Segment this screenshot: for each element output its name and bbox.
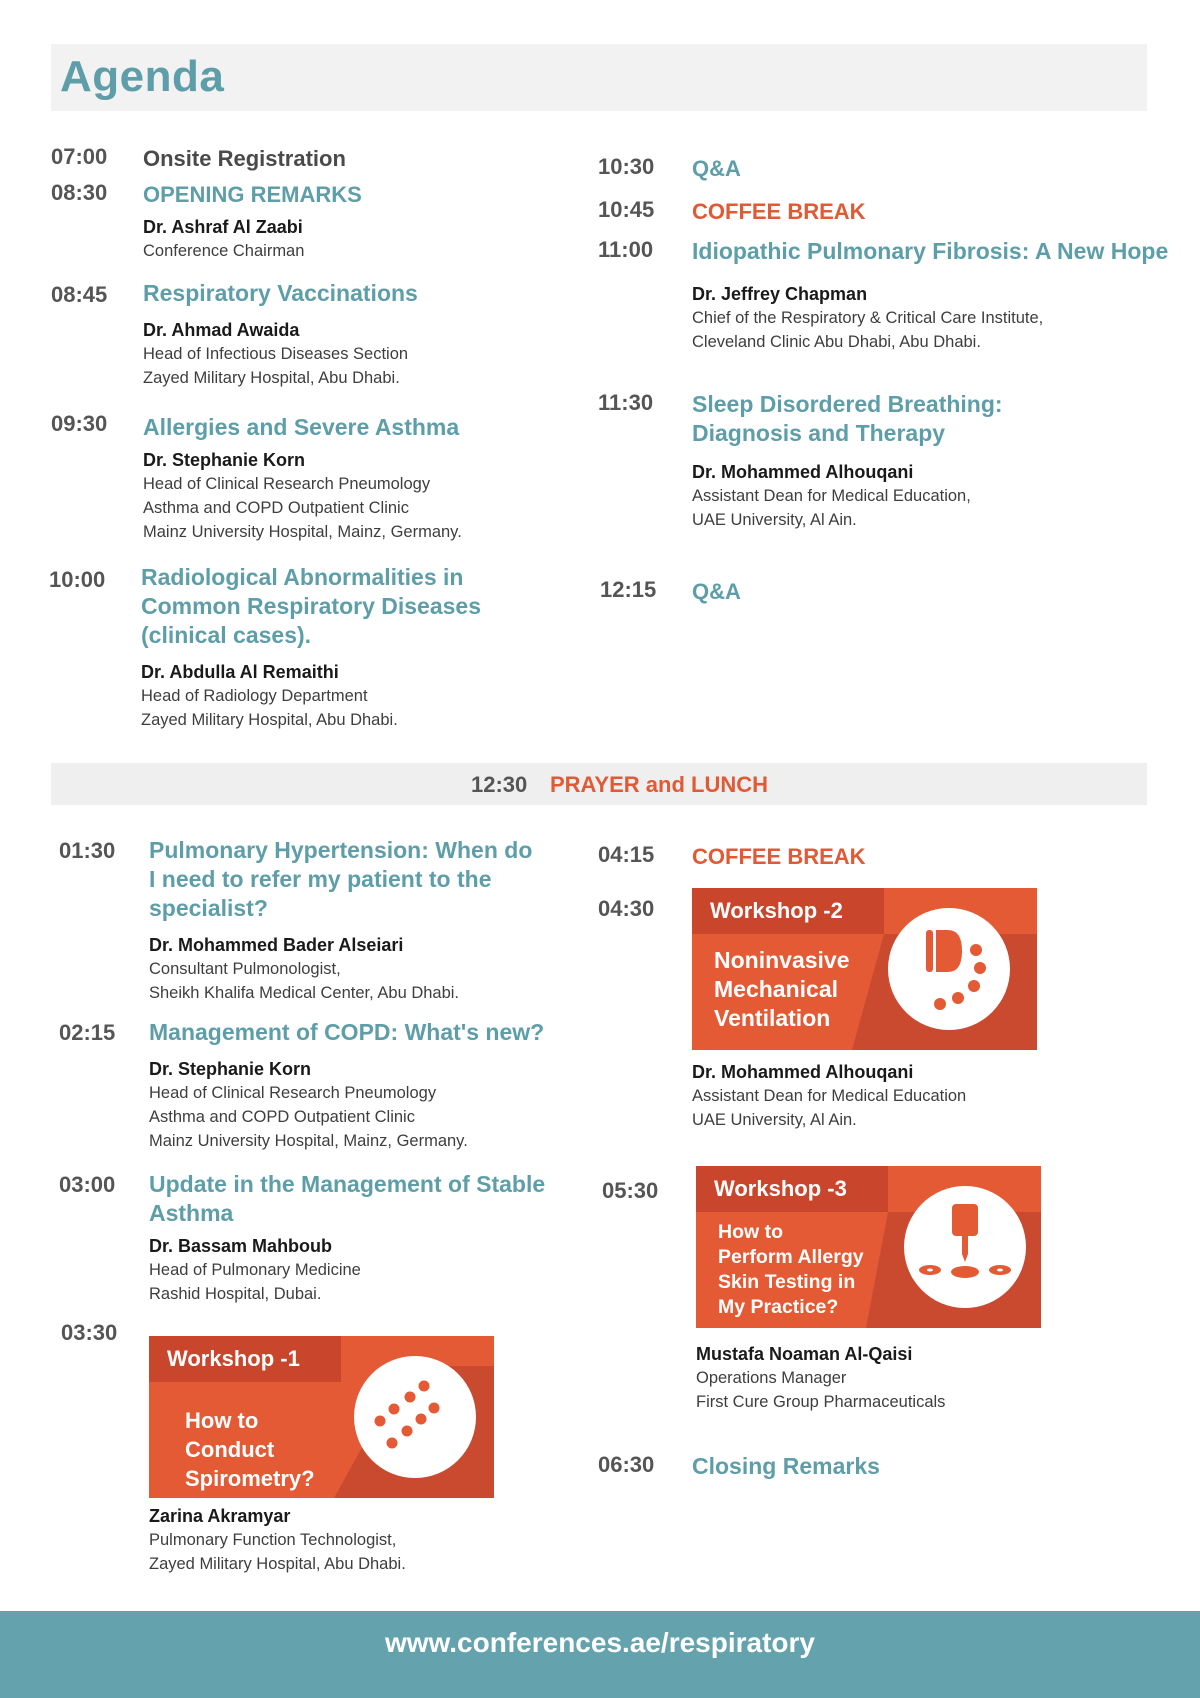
left-morning-column <box>51 140 551 740</box>
speaker-name: Mustafa Noaman Al-Qaisi <box>696 1344 913 1364</box>
speaker-role: Head of Clinical Research Pneumology <box>149 1084 437 1102</box>
workshop-text-line: Ventilation <box>714 1005 831 1031</box>
workshop-description <box>718 1220 864 1320</box>
session-title-line: Asthma <box>149 1200 234 1226</box>
speaker-role: Rashid Hospital, Dubai. <box>149 1285 322 1303</box>
session-title: Onsite Registration <box>143 146 346 171</box>
speaker-name: Dr. Ashraf Al Zaabi <box>143 217 303 237</box>
workshop-tag: Workshop -3 <box>696 1166 888 1212</box>
workshop-text-line: Perform Allergy <box>718 1246 864 1268</box>
session-title-line: (clinical cases). <box>141 622 312 648</box>
speaker-role: Asthma and COPD Outpatient Clinic <box>143 499 409 517</box>
speaker-role: Pulmonary Function Technologist, <box>149 1531 397 1549</box>
speaker-role: Head of Infectious Diseases Section <box>143 345 409 363</box>
session-title-line: Update in the Management of Stable <box>149 1171 546 1197</box>
lunch-title: PRAYER and LUNCH <box>550 772 768 797</box>
footer-url[interactable]: www.conferences.ae/respiratory <box>384 1627 816 1658</box>
session-title-line: Common Respiratory Diseases <box>141 593 482 619</box>
page-title: Agenda <box>60 52 225 101</box>
right-afternoon-column <box>598 842 1158 1482</box>
speaker-role: Conference Chairman <box>143 242 305 260</box>
left-afternoon-column <box>59 836 579 1576</box>
session-title-line: specialist? <box>149 895 268 921</box>
workshop-card <box>149 1336 494 1498</box>
session-title-line: Sleep Disordered Breathing: <box>692 391 1003 417</box>
speaker-name: Dr. Mohammed Bader Alseiari <box>149 935 404 955</box>
allergy-test-icon <box>904 1186 1026 1308</box>
workshop-text-line: My Practice? <box>718 1296 839 1318</box>
speaker-role: Zayed Military Hospital, Abu Dhabi. <box>143 369 400 387</box>
speaker-name: Dr. Stephanie Korn <box>143 450 306 470</box>
workshop-card <box>692 888 1037 1050</box>
session-title: Allergies and Severe Asthma <box>143 414 460 440</box>
speaker-role: Cleveland Clinic Abu Dhabi, Abu Dhabi. <box>692 333 981 351</box>
speaker-role: Zayed Military Hospital, Abu Dhabi. <box>141 711 398 729</box>
speaker-role: Mainz University Hospital, Mainz, Germany. <box>149 1132 468 1150</box>
lunch-bar <box>51 763 1147 805</box>
speaker-role: Zayed Military Hospital, Abu Dhabi. <box>149 1555 406 1573</box>
speaker-role: Head of Pulmonary Medicine <box>149 1261 361 1279</box>
speaker-role: Asthma and COPD Outpatient Clinic <box>149 1108 415 1126</box>
session-title: Idiopathic Pulmonary Fibrosis: A New Hope <box>692 238 1169 264</box>
session-title: Q&A <box>692 156 741 181</box>
speaker-role: Mainz University Hospital, Mainz, Germany. <box>143 523 462 541</box>
session-title: Respiratory Vaccinations <box>143 280 418 306</box>
speaker-role: UAE University, Al Ain. <box>692 1111 857 1129</box>
speaker-name: Dr. Jeffrey Chapman <box>692 284 868 304</box>
session-time: 08:30 <box>51 180 108 205</box>
session-title-line: Diagnosis and Therapy <box>692 420 946 446</box>
footer-bar <box>0 1611 1200 1698</box>
workshop-description <box>185 1406 315 1493</box>
ventilation-mask-icon <box>888 908 1010 1030</box>
session-time: 10:45 <box>598 197 655 222</box>
session-time: 08:45 <box>51 282 108 307</box>
session-time: 04:30 <box>598 896 655 921</box>
speaker-role: Consultant Pulmonologist, <box>149 960 341 978</box>
session-time: 12:15 <box>600 577 657 602</box>
workshop-text-line: How to <box>718 1221 783 1243</box>
speaker-name: Zarina Akramyar <box>149 1506 291 1526</box>
speaker-name: Dr. Stephanie Korn <box>149 1059 312 1079</box>
workshop-text-line: Conduct <box>185 1437 275 1462</box>
session-title: Q&A <box>692 579 741 604</box>
session-time: 10:30 <box>598 154 655 179</box>
speaker-name: Dr. Bassam Mahboub <box>149 1236 333 1256</box>
session-time: 02:15 <box>59 1020 116 1045</box>
session-title: Management of COPD: What's new? <box>149 1019 545 1045</box>
session-title-line: Radiological Abnormalities in <box>141 564 464 590</box>
session-time: 11:30 <box>598 390 654 415</box>
session-time: 06:30 <box>598 1452 655 1477</box>
session-time: 03:00 <box>59 1172 116 1197</box>
workshop-text-line: Mechanical <box>714 976 838 1002</box>
session-time: 07:00 <box>51 144 108 169</box>
workshop-text-line: Skin Testing in <box>718 1271 856 1293</box>
speaker-name: Dr. Mohammed Alhouqani <box>692 462 914 482</box>
speaker-role: Head of Clinical Research Pneumology <box>143 475 431 493</box>
session-time: 04:15 <box>598 842 655 867</box>
spirometry-icon <box>354 1356 476 1478</box>
workshop-card <box>696 1166 1041 1328</box>
speaker-role: Assistant Dean for Medical Education <box>692 1087 967 1105</box>
session-title-line: Pulmonary Hypertension: When do <box>149 837 533 863</box>
workshop-text-line: How to <box>185 1408 259 1433</box>
speaker-role: Sheikh Khalifa Medical Center, Abu Dhabi. <box>149 984 460 1002</box>
workshop-tag: Workshop -2 <box>692 888 884 934</box>
speaker-name: Dr. Abdulla Al Remaithi <box>141 662 339 682</box>
speaker-role: First Cure Group Pharmaceuticals <box>696 1393 946 1411</box>
speaker-role: Assistant Dean for Medical Education, <box>692 487 971 505</box>
session-time: 01:30 <box>59 838 116 863</box>
speaker-role: Head of Radiology Department <box>141 687 368 705</box>
speaker-name: Dr. Mohammed Alhouqani <box>692 1062 914 1082</box>
workshop-text-line: Noninvasive <box>714 947 850 973</box>
session-time: 05:30 <box>602 1178 659 1203</box>
session-title: COFFEE BREAK <box>692 199 866 224</box>
session-time: 03:30 <box>61 1320 118 1345</box>
session-time: 10:00 <box>49 567 106 592</box>
header-bar <box>51 44 1147 111</box>
workshop-tag: Workshop -1 <box>149 1336 341 1382</box>
session-title: COFFEE BREAK <box>692 844 866 869</box>
session-time: 11:00 <box>598 237 654 262</box>
session-time: 09:30 <box>51 411 108 436</box>
session-title-line: I need to refer my patient to the <box>149 866 492 892</box>
session-title: Closing Remarks <box>692 1453 880 1479</box>
speaker-role: UAE University, Al Ain. <box>692 511 857 529</box>
workshop-description <box>714 946 850 1033</box>
speaker-name: Dr. Ahmad Awaida <box>143 320 300 340</box>
lunch-time: 12:30 <box>471 772 528 797</box>
speaker-role: Operations Manager <box>696 1369 847 1387</box>
session-title: OPENING REMARKS <box>143 182 362 207</box>
workshop-text-line: Spirometry? <box>185 1466 315 1491</box>
right-morning-column <box>598 152 1169 612</box>
speaker-role: Chief of the Respiratory & Critical Care Institute, <box>692 309 1044 327</box>
